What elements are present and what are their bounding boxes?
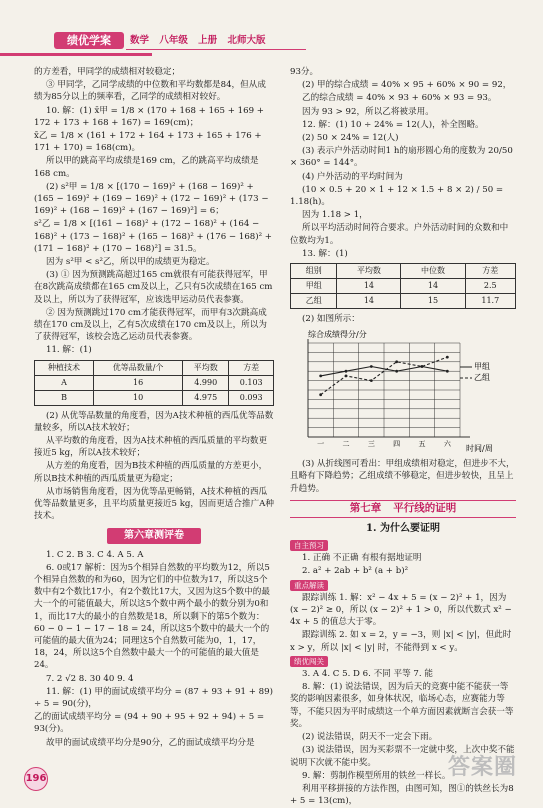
left-paragraph: 1. C 2. B 3. C 4. A 5. A — [46, 549, 144, 560]
page-header — [0, 0, 543, 56]
table-row — [291, 294, 516, 309]
chapter-title: 平行线的证明 — [393, 502, 457, 515]
table-row — [35, 390, 274, 405]
table-header-cell: 平均数 — [183, 360, 229, 375]
table-cell: 4.975 — [183, 390, 229, 405]
table-header-cell: 中位数 — [401, 264, 465, 279]
group-stats-table — [290, 263, 516, 309]
series-point-1 — [421, 365, 424, 368]
right-paragraph: 跟踪训练 2. 如 x = 2，y = −3，则 |x| < |y|，但此时 x > y，所以 |x| < |y| 时，不能得到 x < y。 — [290, 630, 512, 653]
left-paragraph: (2) s²甲 = 1/8 × [(170 − 169)² + (168 − 169)² + (165 − 169)² + (169 − 169)² + (172 − 169)² + (173 − 169)² + (168 − 169)² + (167 − 169)²] = 6； — [34, 181, 269, 217]
term-label: 上册 — [198, 35, 218, 46]
table-cell: 0.103 — [229, 375, 274, 390]
line-chart-svg — [290, 327, 516, 455]
edition-label: 北师大版 — [227, 35, 266, 46]
table-cell: B — [35, 390, 94, 405]
chart-x-axis-label: 时间/周 — [466, 444, 493, 454]
left-paragraph: 故甲的面试成绩平均分是90分，乙的面试成绩平均分是 — [46, 737, 255, 748]
right-column — [290, 66, 516, 808]
x-tick-label: 五 — [418, 440, 426, 449]
series-point-1 — [370, 379, 373, 382]
table-header-cell: 方差 — [229, 360, 274, 375]
series-point-1 — [319, 394, 322, 397]
tag-key-points: 重点解读 — [290, 580, 328, 591]
brand-logo: 绩优学案 — [54, 32, 124, 49]
legend-label-jia: 甲组 — [474, 362, 490, 372]
table-header-row — [291, 264, 516, 279]
technique-table — [34, 360, 274, 406]
series-point-0 — [395, 370, 398, 373]
book-info — [130, 34, 273, 47]
table-cell: 15 — [401, 294, 465, 309]
series-point-0 — [370, 365, 373, 368]
right-paragraph: 乙的综合成绩 = 40% × 93 + 60% × 93 = 93。 — [302, 93, 497, 104]
table-cell: 14 — [401, 279, 465, 294]
right-paragraph: 1. 正确 不正确 有根有据地证明 — [302, 553, 422, 564]
chart-title: 综合成绩得分/分 — [308, 330, 367, 340]
chart-axes — [308, 339, 470, 437]
x-tick-label: 一 — [317, 440, 325, 449]
right-paragraph: (3) 表示户外活动时间1 h的扇形圆心角的度数为 20/50 × 360° = 144°。 — [290, 146, 513, 169]
table-header-cell: 方差 — [465, 264, 515, 279]
left-paragraph: 从平均数的角度看，因为A技术种植的西瓜质量的平均数更接近5 kg，所以A技术较好； — [34, 436, 268, 459]
x-tick-label: 四 — [393, 440, 401, 449]
watermark-logo: 答案圈 — [447, 755, 517, 780]
right-paragraph: 93分。 — [290, 67, 319, 77]
x-tick-label: 六 — [443, 440, 451, 449]
series-point-1 — [446, 356, 449, 359]
left-paragraph: ② 因为预测跳过170 cm才能获得冠军，而甲有3次跳高成绩在170 cm及以上，乙有5次成绩在170 cm及以上，所以为了获得冠军，该校会选乙运动员代表参赛。 — [34, 307, 267, 343]
x-tick-label: 二 — [342, 440, 350, 449]
table-header-row — [35, 360, 274, 375]
chapter-heading — [290, 500, 516, 518]
section-title: 1. 为什么要证明 — [366, 522, 440, 534]
left-paragraph: 从市场销售角度看，因为优等品更畅销，A技术种植的西瓜优等品数量更多，且平均质量更接近5 kg，因而更适合推广A种技术。 — [34, 486, 274, 522]
left-paragraph: 所以甲的跳高平均成绩是169 cm，乙的跳高平均成绩是168 cm。 — [34, 156, 259, 179]
x-tick-label: 三 — [367, 440, 375, 449]
legend-label-yi: 乙组 — [474, 373, 490, 383]
right-paragraph: 8. 解：(1) 说法错误，因为后天的竞赛中能不能获一等奖的影响因素很多，如身体状况，临场心态，应赛能力等等，不能只因为平时成绩这一个单方面因素就断言会获一等奖。 — [290, 682, 514, 729]
subject-label: 数学 — [130, 35, 150, 46]
table-cell: 10 — [94, 390, 183, 405]
right-paragraph: (3) 从折线图可看出：甲组成绩相对稳定，但进步不大，且略有下降趋势；乙组成绩不够稳定，但进步较快，且呈上升趋势。 — [290, 459, 515, 494]
table-row — [291, 279, 516, 294]
right-paragraph: 跟踪训练 1. 解：x² − 4x + 5 = (x − 2)² + 1，因为 (x − 2)² ≥ 0，所以 (x − 2)² + 1 > 0，所以代数式 x² − 4x + 5 的值总大于零。 — [290, 592, 512, 628]
left-paragraph: 的方差看，甲同学的成绩相对较稳定； — [34, 67, 181, 77]
series-point-1 — [395, 361, 398, 364]
right-paragraph: 因为 93 > 92，所以乙将被录用。 — [302, 106, 434, 117]
table-cell: 14 — [337, 279, 401, 294]
right-paragraph: 12. 解：(1) 10 ÷ 24% = 12(人)，补全图略。 — [302, 119, 484, 130]
table-cell: 4.990 — [183, 375, 229, 390]
table-cell: 2.5 — [465, 279, 515, 294]
chapter-number: 第七章 — [349, 502, 382, 515]
line-chart — [290, 327, 516, 455]
right-paragraph: 13. 解：(1) — [302, 248, 348, 259]
series-point-0 — [446, 370, 449, 373]
left-paragraph: 10. 解：(1) x̄甲 = 1/8 × (170 + 168 + 165 + 169 + 172 + 173 + 168 + 167) = 169(cm)； — [34, 105, 264, 128]
table-cell: 乙组 — [291, 294, 337, 309]
right-paragraph: (2) 甲的综合成绩 = 40% × 95 + 60% × 90 = 92， — [302, 80, 512, 91]
left-paragraph: x̄乙 = 1/8 × (161 + 172 + 164 + 173 + 165 + 176 + 171 + 170) = 168(cm)。 — [34, 131, 262, 154]
right-paragraph: (2) 50 × 24% = 12(人) — [302, 133, 399, 144]
left-paragraph: (2) 从优等品数量的角度看，因为A技术种植的西瓜优等品数量较多，所以A技术较好； — [34, 410, 274, 433]
right-paragraph: (3) 说法错误，因为买彩票不一定就中奖，上次中奖不能说明下次就不能中奖。 — [290, 745, 515, 768]
left-column — [34, 66, 274, 750]
table-cell: A — [35, 375, 94, 390]
table-header-cell: 组别 — [291, 264, 337, 279]
chart-grid — [308, 343, 460, 437]
page-number: 196 — [24, 767, 48, 791]
right-paragraph: 所以平均活动时间符合要求。户外活动时间的众数和中位数均为1。 — [290, 223, 509, 246]
right-paragraph: (10 × 0.5 + 20 × 1 + 12 × 1.5 + 8 × 2) / 50 = 1.18(h)。 — [290, 184, 504, 208]
header-stripe — [0, 53, 543, 56]
right-paragraph: (2) 如图所示： — [302, 314, 360, 325]
table-cell: 11.7 — [465, 294, 515, 309]
right-paragraph: (2) 说法错误，阴天不一定会下雨。 — [302, 732, 438, 743]
tag-self-study: 自主预习 — [290, 540, 328, 551]
left-paragraph: 7. 2 √2 8. 30 40 9. 4 — [46, 673, 134, 684]
table-cell: 甲组 — [291, 279, 337, 294]
left-paragraph: 6. 0或17 解析：因为5个相异自然数的平均数为12，所以5个相异自然数的和为60，因为它们的中位数为17，所以这5个数中有2个数比17小，有2个数比17大，又因为这5个数中的最大一个的可能值最大，所以这5个数中两个最小的数分别为0和1，而比17大的最小的自然数是18，所以剩下的第5个数为：60 − 0 − 1 − 17 − 18 = 24，所以这5个数中的最大一个的可能值的最大值为24；同理这5个自然数可能为0，1，17，18，24，所以这5个自然数中最大一个的可能值的最大值是24。 — [34, 562, 270, 671]
series-point-1 — [345, 375, 348, 378]
left-paragraph: 11. 解：(1) — [46, 345, 92, 356]
table-header-cell: 种植技术 — [35, 360, 94, 375]
left-paragraph: (3) ① 因为预测跳高超过165 cm就很有可能获得冠军，甲在8次跳高成绩都在165 cm及以上，乙只有5次成绩在165 cm及以上，所以为了获得冠军，应该选甲运动员代表参赛。 — [34, 270, 273, 305]
table-cell: 0.093 — [229, 390, 274, 405]
left-paragraph: 从方差的角度看，因为B技术种植的西瓜质量的方差更小，所以B技术种植的西瓜质量更为稳定； — [34, 461, 268, 484]
table-header-cell: 平均数 — [337, 264, 401, 279]
left-paragraph: 11. 解：(1) 甲的面试成绩平均分 = (87 + 93 + 91 + 89) ÷ 5 = 90(分)， — [34, 686, 273, 709]
left-paragraph: 因为 s²甲 < s²乙，所以甲的成绩更为稳定。 — [46, 257, 215, 268]
series-point-0 — [345, 370, 348, 373]
tag-challenge: 绩优闯关 — [290, 656, 328, 667]
right-paragraph: 利用平移拼接的方法作图，由图可知，图①的铁丝长为8 + 5 = 13(cm)， — [290, 783, 514, 807]
grade-label: 八年级 — [159, 35, 188, 46]
series-point-0 — [319, 375, 322, 378]
right-paragraph: (4) 户外活动的平均时间为 — [302, 171, 403, 182]
right-paragraph: 2. a² + 2ab + b² (a + b)² — [302, 566, 409, 577]
left-paragraph: s²乙 = 1/8 × [(161 − 168)² + (172 − 168)² + (164 − 168)² + (173 − 168)² + (165 − 168)² + (176 − 168)² + (171 − 168)² + (170 − 168)²] = 31.5。 — [34, 219, 272, 254]
section-banner: 第六章测评卷 — [107, 528, 201, 544]
left-paragraph: ③ 甲同学，乙同学成绩的中位数和平均数都是84，但从成绩为85分以上的频率看，乙同学的成绩相对较好。 — [34, 80, 266, 103]
left-paragraph: 乙的面试成绩平均分 = (94 + 90 + 95 + 92 + 94) ÷ 5 = 93(分)。 — [34, 712, 265, 735]
right-paragraph: 3. A 4. C 5. D 6. 不同 平等 7. 能 — [302, 669, 433, 680]
right-paragraph: 9. 解：剪制作模型所用的铁丝一样长。 — [302, 770, 451, 781]
table-header-cell: 优等品数量/个 — [94, 360, 183, 375]
table-cell: 16 — [94, 375, 183, 390]
table-row — [35, 375, 274, 390]
table-cell: 14 — [337, 294, 401, 309]
right-paragraph: 因为 1.18 > 1， — [302, 210, 368, 221]
chart-tick-labels — [317, 439, 452, 448]
